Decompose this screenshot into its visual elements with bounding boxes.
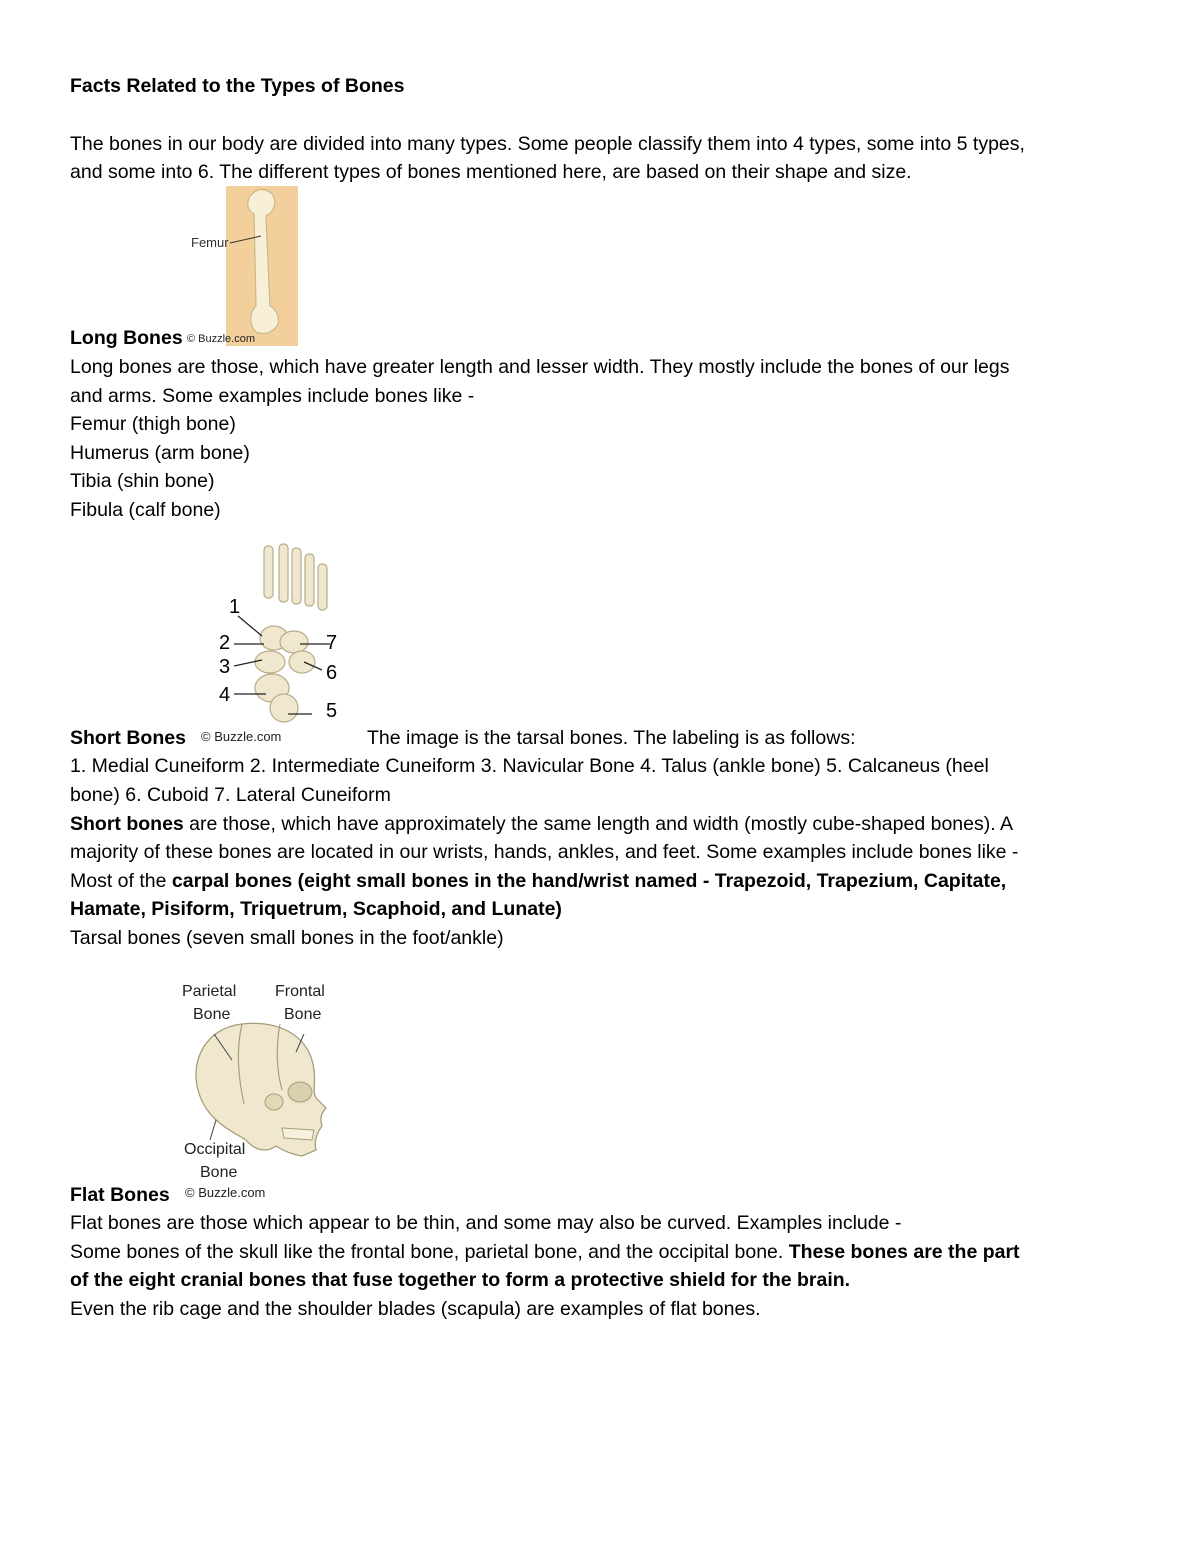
long-example: Tibia (shin bone) (70, 470, 215, 492)
tarsal-figure (212, 538, 352, 728)
frontal-label-1: Frontal (275, 983, 325, 1000)
occipital-label-2: Bone (200, 1164, 238, 1181)
tarsal-number-5: 5 (326, 700, 338, 722)
tarsal-number-3: 3 (219, 656, 231, 678)
occipital-label-1: Occipital (184, 1141, 246, 1158)
rib-line: Even the rib cage and the shoulder blades (scapula) are examples of flat bones. (70, 1298, 761, 1320)
skull-line-1: Some bones of the skull like the frontal bone, parietal bone, and the occipital bone. These bones are the part (70, 1241, 1020, 1263)
carpal-line-1: Most of the carpal bones (eight small bones in the hand/wrist named - Trapezoid, Trapezium, Capitate, (70, 870, 1007, 892)
long-example: Fibula (calf bone) (70, 499, 221, 521)
long-desc-1: Long bones are those, which have greater length and lesser width. They mostly include the bones of our legs (70, 356, 1010, 378)
tarsal-line: Tarsal bones (seven small bones in the foot/ankle) (70, 927, 504, 949)
long-desc-2: and arms. Some examples include bones like - (70, 385, 475, 407)
short-figure-credit: © Buzzle.com (201, 729, 282, 744)
femur-label: Femur (191, 235, 229, 250)
tarsal-number-2: 2 (219, 632, 231, 654)
femur-figure (186, 186, 298, 346)
short-desc-2: majority of these bones are located in our wrists, hands, ankles, and feet. Some examples include bones like - (70, 841, 1019, 863)
flat-desc: Flat bones are those which appear to be thin, and some may also be curved. Examples include - (70, 1212, 902, 1234)
intro-line-1: The bones in our body are divided into many types. Some people classify them into 4 types, some into 5 types, (70, 133, 1025, 155)
tarsal-caption: The image is the tarsal bones. The labeling is as follows: (367, 727, 856, 749)
skull-figure (176, 980, 346, 1186)
intro-line-2: and some into 6. The different types of bones mentioned here, are based on their shape and size. (70, 161, 912, 183)
tarsal-number-7: 7 (326, 632, 338, 654)
long-example: Humerus (arm bone) (70, 442, 250, 464)
tarsal-number-4: 4 (219, 684, 231, 706)
page-title: Facts Related to the Types of Bones (70, 75, 405, 97)
frontal-label-2: Bone (284, 1006, 322, 1023)
tarsal-number-1: 1 (229, 596, 241, 618)
long-bones-heading: Long Bones (70, 327, 183, 349)
short-bones-heading: Short Bones (70, 727, 186, 749)
parietal-label-2: Bone (193, 1006, 231, 1023)
short-desc-1: Short bones are those, which have approximately the same length and width (mostly cube-shaped bones). A (70, 813, 1013, 835)
skull-line-2: of the eight cranial bones that fuse together to form a protective shield for the brain. (70, 1269, 851, 1291)
tarsal-number-6: 6 (326, 662, 338, 684)
long-figure-credit: © Buzzle.com (187, 333, 256, 345)
tarsal-labels-2: bone) 6. Cuboid 7. Lateral Cuneiform (70, 784, 391, 806)
flat-bones-heading: Flat Bones (70, 1184, 170, 1206)
parietal-label-1: Parietal (182, 983, 237, 1000)
flat-figure-credit: © Buzzle.com (185, 1185, 266, 1200)
long-example: Femur (thigh bone) (70, 413, 236, 435)
carpal-line-2: Hamate, Pisiform, Triquetrum, Scaphoid, and Lunate) (70, 898, 562, 920)
tarsal-labels-1: 1. Medial Cuneiform 2. Intermediate Cuneiform 3. Navicular Bone 4. Talus (ankle bone) 5. Calcaneus (heel (70, 755, 989, 777)
